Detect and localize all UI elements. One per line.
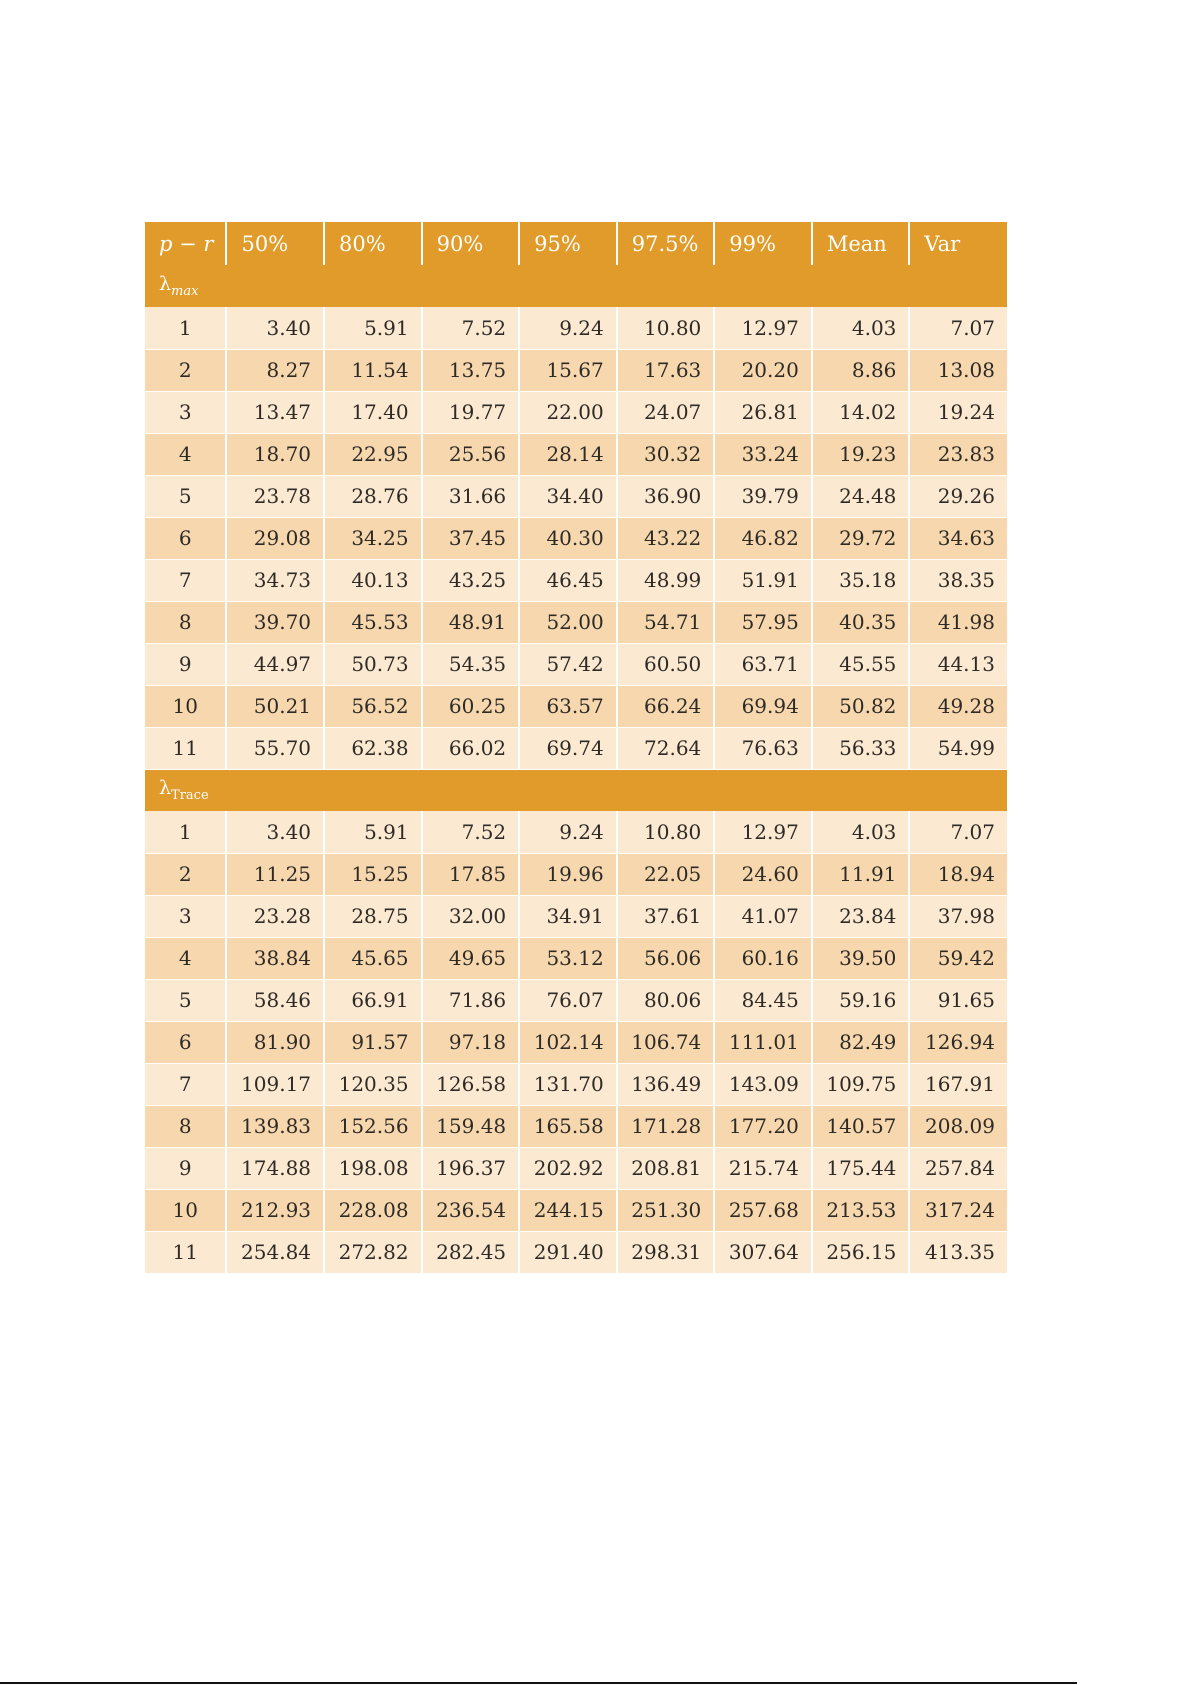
value-cell: 11.25: [226, 853, 324, 895]
table-row: [145, 811, 1007, 853]
value-cell: 62.38: [324, 727, 422, 769]
table-row: [145, 601, 1007, 643]
value-cell: 23.28: [226, 895, 324, 937]
value-cell: 12.97: [714, 811, 812, 853]
table-row: [145, 433, 1007, 475]
value-cell: 15.25: [324, 853, 422, 895]
value-cell: 35.18: [812, 559, 910, 601]
value-cell: 60.25: [422, 685, 520, 727]
value-cell: 91.65: [909, 979, 1007, 1021]
value-cell: 37.61: [617, 895, 715, 937]
value-cell: 63.71: [714, 643, 812, 685]
value-cell: 69.74: [519, 727, 617, 769]
value-cell: 272.82: [324, 1231, 422, 1273]
value-cell: 59.16: [812, 979, 910, 1021]
value-cell: 57.42: [519, 643, 617, 685]
value-cell: 45.55: [812, 643, 910, 685]
value-cell: 106.74: [617, 1021, 715, 1063]
value-cell: 66.02: [422, 727, 520, 769]
row-label-cell: 8: [145, 601, 226, 643]
value-cell: 257.68: [714, 1189, 812, 1231]
value-cell: 54.71: [617, 601, 715, 643]
value-cell: 5.91: [324, 307, 422, 349]
value-cell: 71.86: [422, 979, 520, 1021]
value-cell: 120.35: [324, 1063, 422, 1105]
value-cell: 14.02: [812, 391, 910, 433]
table-row: [145, 391, 1007, 433]
value-cell: 208.09: [909, 1105, 1007, 1147]
value-cell: 76.63: [714, 727, 812, 769]
value-cell: 66.24: [617, 685, 715, 727]
row-label-cell: 11: [145, 1231, 226, 1273]
row-label-cell: 9: [145, 1147, 226, 1189]
value-cell: 13.08: [909, 349, 1007, 391]
row-label-cell: 1: [145, 307, 226, 349]
value-cell: 7.52: [422, 811, 520, 853]
value-cell: 48.91: [422, 601, 520, 643]
value-cell: 51.91: [714, 559, 812, 601]
header-95: 95%: [519, 222, 617, 265]
value-cell: 58.46: [226, 979, 324, 1021]
value-cell: 18.94: [909, 853, 1007, 895]
value-cell: 23.84: [812, 895, 910, 937]
table-row: [145, 1189, 1007, 1231]
value-cell: 208.81: [617, 1147, 715, 1189]
value-cell: 60.50: [617, 643, 715, 685]
table-row: [145, 475, 1007, 517]
row-label-cell: 8: [145, 1105, 226, 1147]
value-cell: 29.26: [909, 475, 1007, 517]
value-cell: 50.73: [324, 643, 422, 685]
value-cell: 34.91: [519, 895, 617, 937]
table-row: [145, 979, 1007, 1021]
value-cell: 171.28: [617, 1105, 715, 1147]
value-cell: 136.49: [617, 1063, 715, 1105]
value-cell: 9.24: [519, 811, 617, 853]
table-row: [145, 517, 1007, 559]
value-cell: 69.94: [714, 685, 812, 727]
value-cell: 23.78: [226, 475, 324, 517]
value-cell: 126.58: [422, 1063, 520, 1105]
value-cell: 10.80: [617, 811, 715, 853]
row-label-cell: 1: [145, 811, 226, 853]
value-cell: 175.44: [812, 1147, 910, 1189]
value-cell: 43.25: [422, 559, 520, 601]
value-cell: 76.07: [519, 979, 617, 1021]
value-cell: 13.75: [422, 349, 520, 391]
value-cell: 7.07: [909, 811, 1007, 853]
value-cell: 45.53: [324, 601, 422, 643]
value-cell: 212.93: [226, 1189, 324, 1231]
section-symbol: λ: [159, 777, 172, 800]
value-cell: 46.45: [519, 559, 617, 601]
header-99: 99%: [714, 222, 812, 265]
value-cell: 152.56: [324, 1105, 422, 1147]
value-cell: 159.48: [422, 1105, 520, 1147]
value-cell: 11.54: [324, 349, 422, 391]
table-row: [145, 853, 1007, 895]
value-cell: 257.84: [909, 1147, 1007, 1189]
value-cell: 44.97: [226, 643, 324, 685]
value-cell: 31.66: [422, 475, 520, 517]
value-cell: 30.32: [617, 433, 715, 475]
value-cell: 66.91: [324, 979, 422, 1021]
value-cell: 84.45: [714, 979, 812, 1021]
value-cell: 17.85: [422, 853, 520, 895]
value-cell: 13.47: [226, 391, 324, 433]
value-cell: 17.63: [617, 349, 715, 391]
value-cell: 5.91: [324, 811, 422, 853]
value-cell: 39.79: [714, 475, 812, 517]
section-label: [145, 265, 1007, 307]
row-label-cell: 10: [145, 685, 226, 727]
value-cell: 46.82: [714, 517, 812, 559]
value-cell: 81.90: [226, 1021, 324, 1063]
value-cell: 29.08: [226, 517, 324, 559]
value-cell: 165.58: [519, 1105, 617, 1147]
section-label: [145, 769, 1007, 811]
value-cell: 251.30: [617, 1189, 715, 1231]
row-label-cell: 5: [145, 475, 226, 517]
table-row: [145, 895, 1007, 937]
row-label-cell: 6: [145, 1021, 226, 1063]
value-cell: 256.15: [812, 1231, 910, 1273]
header-80: 80%: [324, 222, 422, 265]
value-cell: 17.40: [324, 391, 422, 433]
table-row: [145, 1147, 1007, 1189]
value-cell: 18.70: [226, 433, 324, 475]
row-label-cell: 2: [145, 349, 226, 391]
value-cell: 215.74: [714, 1147, 812, 1189]
value-cell: 39.70: [226, 601, 324, 643]
value-cell: 60.16: [714, 937, 812, 979]
value-cell: 91.57: [324, 1021, 422, 1063]
value-cell: 32.00: [422, 895, 520, 937]
value-cell: 34.73: [226, 559, 324, 601]
section-symbol: λ: [159, 273, 172, 295]
header-50: 50%: [226, 222, 324, 265]
value-cell: 22.00: [519, 391, 617, 433]
table-row: [145, 685, 1007, 727]
value-cell: 36.90: [617, 475, 715, 517]
value-cell: 39.50: [812, 937, 910, 979]
value-cell: 54.99: [909, 727, 1007, 769]
value-cell: 213.53: [812, 1189, 910, 1231]
row-label-cell: 9: [145, 643, 226, 685]
value-cell: 11.91: [812, 853, 910, 895]
value-cell: 254.84: [226, 1231, 324, 1273]
value-cell: 282.45: [422, 1231, 520, 1273]
value-cell: 40.35: [812, 601, 910, 643]
value-cell: 7.52: [422, 307, 520, 349]
value-cell: 167.91: [909, 1063, 1007, 1105]
critical-values-table-container: [145, 222, 1007, 1274]
value-cell: 56.33: [812, 727, 910, 769]
value-cell: 202.92: [519, 1147, 617, 1189]
critical-values-table: [145, 222, 1007, 1274]
value-cell: 28.76: [324, 475, 422, 517]
row-label-cell: 4: [145, 937, 226, 979]
value-cell: 41.98: [909, 601, 1007, 643]
value-cell: 307.64: [714, 1231, 812, 1273]
header-var: Var: [909, 222, 1007, 265]
value-cell: 109.17: [226, 1063, 324, 1105]
value-cell: 28.14: [519, 433, 617, 475]
value-cell: 8.27: [226, 349, 324, 391]
value-cell: 413.35: [909, 1231, 1007, 1273]
section-subscript: max: [171, 284, 199, 299]
value-cell: 63.57: [519, 685, 617, 727]
value-cell: 3.40: [226, 307, 324, 349]
value-cell: 34.40: [519, 475, 617, 517]
value-cell: 15.67: [519, 349, 617, 391]
table-body: [145, 265, 1007, 1273]
value-cell: 126.94: [909, 1021, 1007, 1063]
value-cell: 37.45: [422, 517, 520, 559]
value-cell: 54.35: [422, 643, 520, 685]
value-cell: 29.72: [812, 517, 910, 559]
value-cell: 41.07: [714, 895, 812, 937]
row-label-cell: 7: [145, 1063, 226, 1105]
value-cell: 40.13: [324, 559, 422, 601]
value-cell: 53.12: [519, 937, 617, 979]
value-cell: 139.83: [226, 1105, 324, 1147]
table-row: [145, 1231, 1007, 1273]
value-cell: 23.83: [909, 433, 1007, 475]
value-cell: 174.88: [226, 1147, 324, 1189]
section-subscript: Trace: [171, 788, 209, 804]
value-cell: 44.13: [909, 643, 1007, 685]
value-cell: 72.64: [617, 727, 715, 769]
table-row: [145, 727, 1007, 769]
table-row: [145, 307, 1007, 349]
header-mean: Mean: [812, 222, 910, 265]
value-cell: 111.01: [714, 1021, 812, 1063]
value-cell: 82.49: [812, 1021, 910, 1063]
value-cell: 9.24: [519, 307, 617, 349]
value-cell: 28.75: [324, 895, 422, 937]
table-row: [145, 1105, 1007, 1147]
value-cell: 19.23: [812, 433, 910, 475]
value-cell: 317.24: [909, 1189, 1007, 1231]
table-row: [145, 1021, 1007, 1063]
section-row: [145, 265, 1007, 307]
header-90: 90%: [422, 222, 520, 265]
value-cell: 8.86: [812, 349, 910, 391]
value-cell: 55.70: [226, 727, 324, 769]
value-cell: 228.08: [324, 1189, 422, 1231]
value-cell: 97.18: [422, 1021, 520, 1063]
value-cell: 50.21: [226, 685, 324, 727]
value-cell: 198.08: [324, 1147, 422, 1189]
value-cell: 45.65: [324, 937, 422, 979]
value-cell: 196.37: [422, 1147, 520, 1189]
row-label-cell: 7: [145, 559, 226, 601]
value-cell: 7.07: [909, 307, 1007, 349]
value-cell: 109.75: [812, 1063, 910, 1105]
row-label-cell: 10: [145, 1189, 226, 1231]
value-cell: 26.81: [714, 391, 812, 433]
value-cell: 102.14: [519, 1021, 617, 1063]
value-cell: 59.42: [909, 937, 1007, 979]
value-cell: 43.22: [617, 517, 715, 559]
value-cell: 37.98: [909, 895, 1007, 937]
row-label-cell: 3: [145, 391, 226, 433]
table-row: [145, 1063, 1007, 1105]
value-cell: 50.82: [812, 685, 910, 727]
row-label-cell: 5: [145, 979, 226, 1021]
value-cell: 4.03: [812, 307, 910, 349]
value-cell: 20.20: [714, 349, 812, 391]
value-cell: 38.35: [909, 559, 1007, 601]
value-cell: 80.06: [617, 979, 715, 1021]
value-cell: 19.24: [909, 391, 1007, 433]
row-label-cell: 2: [145, 853, 226, 895]
value-cell: 19.77: [422, 391, 520, 433]
value-cell: 298.31: [617, 1231, 715, 1273]
value-cell: 56.52: [324, 685, 422, 727]
value-cell: 33.24: [714, 433, 812, 475]
value-cell: 3.40: [226, 811, 324, 853]
table-header-row: [145, 222, 1007, 265]
value-cell: 40.30: [519, 517, 617, 559]
table-row: [145, 937, 1007, 979]
value-cell: 131.70: [519, 1063, 617, 1105]
header-97-5: 97.5%: [617, 222, 715, 265]
table-row: [145, 643, 1007, 685]
value-cell: 291.40: [519, 1231, 617, 1273]
value-cell: 140.57: [812, 1105, 910, 1147]
row-label-cell: 11: [145, 727, 226, 769]
value-cell: 34.63: [909, 517, 1007, 559]
footer-rule: [0, 1682, 1077, 1684]
value-cell: 57.95: [714, 601, 812, 643]
value-cell: 143.09: [714, 1063, 812, 1105]
value-cell: 19.96: [519, 853, 617, 895]
value-cell: 244.15: [519, 1189, 617, 1231]
value-cell: 38.84: [226, 937, 324, 979]
value-cell: 10.80: [617, 307, 715, 349]
header-p-minus-r: p − r: [145, 222, 226, 265]
table-row: [145, 559, 1007, 601]
value-cell: 49.65: [422, 937, 520, 979]
value-cell: 24.48: [812, 475, 910, 517]
table-row: [145, 349, 1007, 391]
value-cell: 25.56: [422, 433, 520, 475]
value-cell: 22.05: [617, 853, 715, 895]
value-cell: 52.00: [519, 601, 617, 643]
value-cell: 24.07: [617, 391, 715, 433]
value-cell: 12.97: [714, 307, 812, 349]
value-cell: 177.20: [714, 1105, 812, 1147]
value-cell: 236.54: [422, 1189, 520, 1231]
row-label-cell: 3: [145, 895, 226, 937]
value-cell: 56.06: [617, 937, 715, 979]
row-label-cell: 6: [145, 517, 226, 559]
section-row: [145, 769, 1007, 811]
value-cell: 24.60: [714, 853, 812, 895]
value-cell: 49.28: [909, 685, 1007, 727]
value-cell: 22.95: [324, 433, 422, 475]
row-label-cell: 4: [145, 433, 226, 475]
value-cell: 34.25: [324, 517, 422, 559]
value-cell: 4.03: [812, 811, 910, 853]
value-cell: 48.99: [617, 559, 715, 601]
